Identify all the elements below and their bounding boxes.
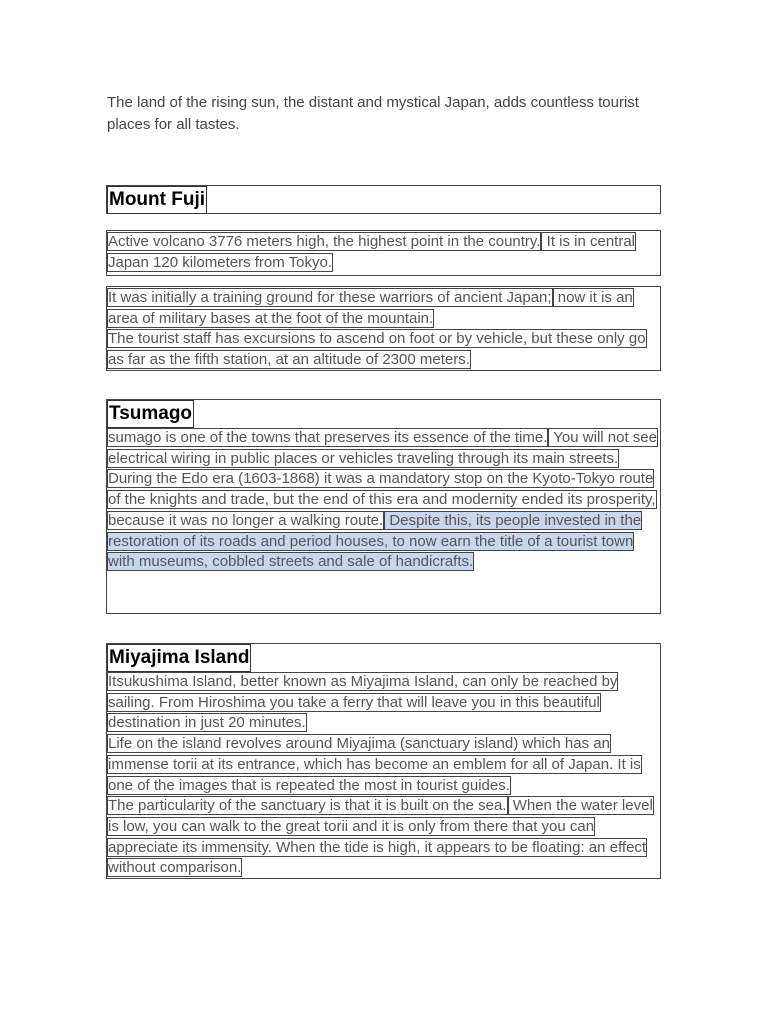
miyajima-paragraph-3 bbox=[107, 796, 660, 879]
intro-paragraph: The land of the rising sun, the distant and mystical Japan, adds countless tourist places for all tastes. bbox=[107, 94, 639, 133]
text-span: You will not see electrical wiring in public places or vehicles traveling through its main streets. bbox=[108, 429, 657, 467]
mount-fuji-paragraph-2 bbox=[106, 286, 661, 371]
tsumago-section bbox=[106, 399, 661, 614]
miyajima-paragraph-1 bbox=[107, 672, 660, 734]
tsumago-paragraph-2 bbox=[107, 469, 660, 573]
text-span: now it is an area of military bases at the foot of the mountain. bbox=[108, 289, 633, 327]
text-span: During the Edo era (1603-1868) it was a mandatory stop on the Kyoto-Tokyo route of the knights and trade, but the end of this era and modernity ended its prosperity, because it was no longer a walking route. bbox=[108, 470, 656, 529]
tsumago-paragraph-1 bbox=[107, 428, 660, 469]
miyajima-heading: Miyajima Island bbox=[107, 644, 251, 672]
text-span: Life on the island revolves around Miyajima (sanctuary island) which has an immense torii at its entrance, which has become an emblem for all of Japan. It is one of the images that is repeated the most in tourist guides. bbox=[108, 735, 641, 794]
text-span: When the water level is low, you can walk to the great torii and it is only from there that you can appreciate its immensity. When the tide is high, it appears to be floating: an effect without comparison. bbox=[108, 797, 653, 877]
miyajima-section bbox=[106, 643, 661, 879]
tsumago-heading: Tsumago bbox=[107, 400, 194, 428]
text-span: The particularity of the sanctuary is that it is built on the sea. bbox=[108, 797, 507, 815]
text-span: sumago is one of the towns that preserves its essence of the time. bbox=[108, 429, 548, 446]
mount-fuji-paragraph-1 bbox=[106, 230, 661, 276]
text-span: Active volcano 3776 meters high, the highest point in the country. bbox=[108, 233, 541, 250]
text-span: Itsukushima Island, better known as Miyajima Island, can only be reached by sailing. From Hiroshima you take a ferry that will leave you in this beautiful destination in just 20 minutes. bbox=[108, 673, 618, 732]
selected-text-span: Despite this, its people invested in the restoration of its roads and period houses, to now earn the title of a tourist town with museums, cobbled streets and sale of handicrafts. bbox=[108, 511, 642, 571]
mount-fuji-heading: Mount Fuji bbox=[107, 186, 207, 214]
text-span: It is in central Japan 120 kilometers from Tokyo. bbox=[108, 233, 636, 271]
mount-fuji-section-header bbox=[106, 185, 661, 214]
text-span: It was initially a training ground for these warriors of ancient Japan; bbox=[108, 289, 552, 306]
miyajima-paragraph-2 bbox=[107, 734, 660, 796]
text-span: The tourist staff has excursions to ascend on foot or by vehicle, but these only go as far as the fifth station, at an altitude of 2300 meters. bbox=[108, 330, 646, 369]
